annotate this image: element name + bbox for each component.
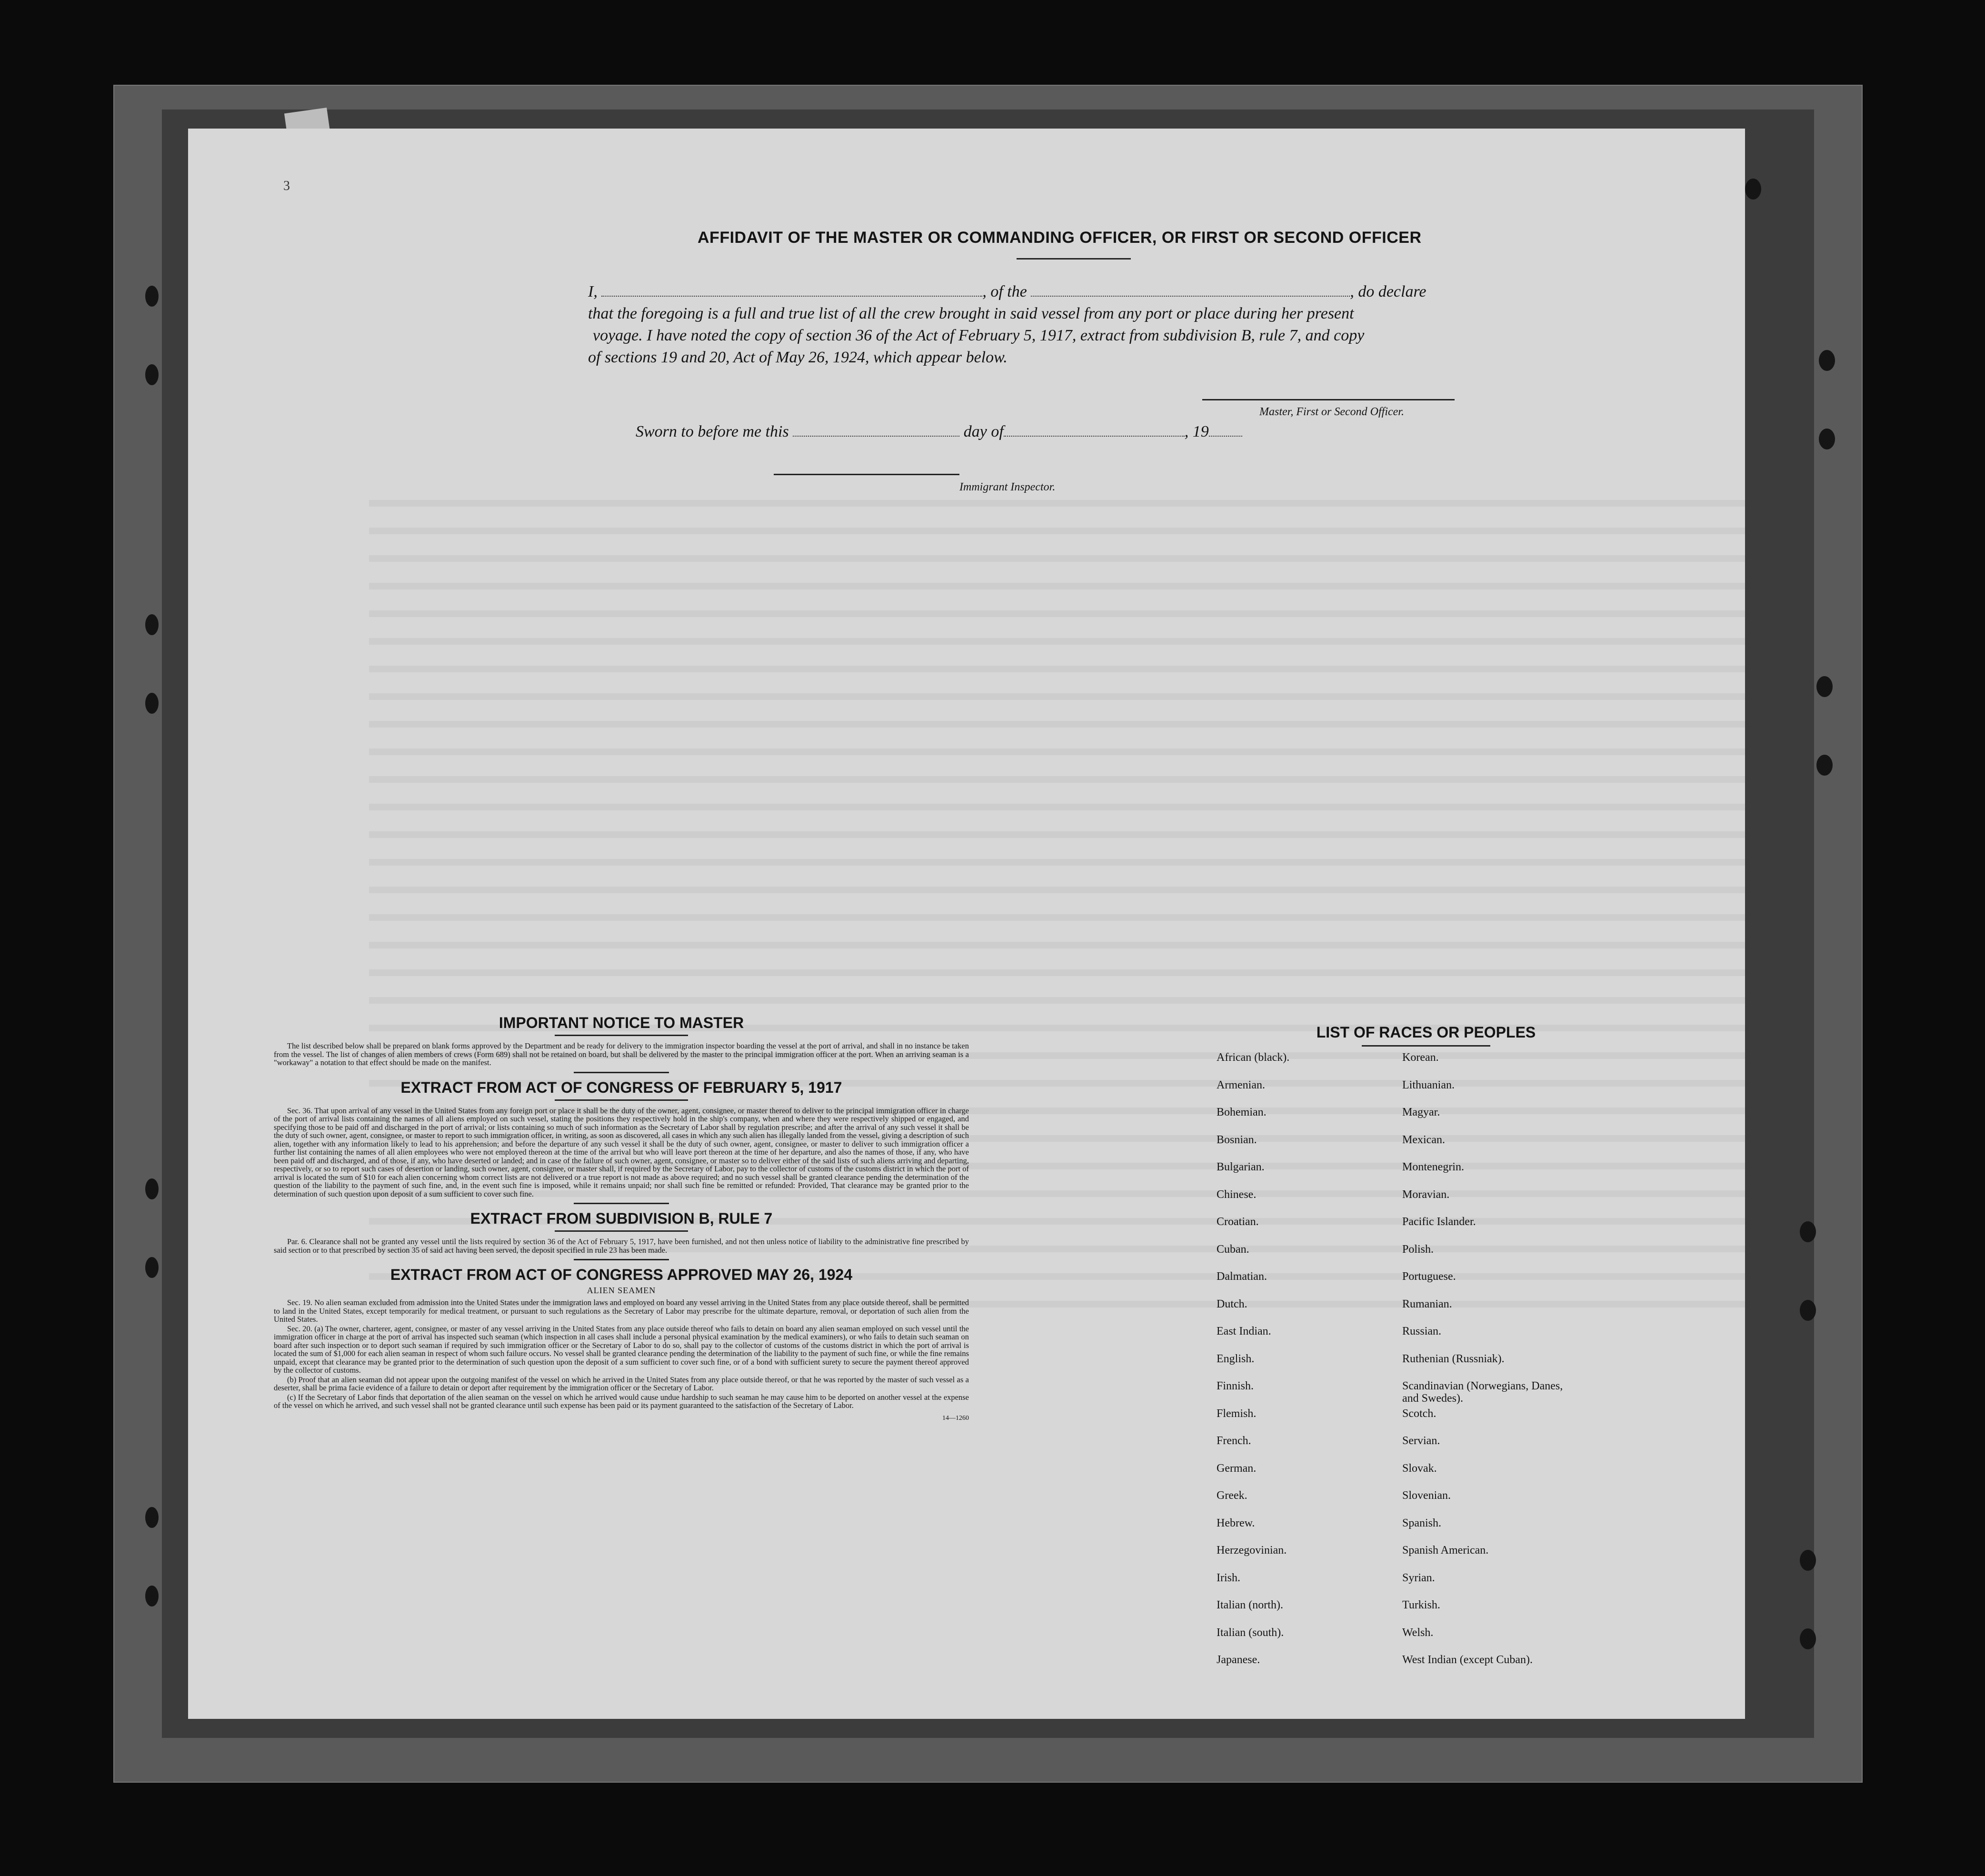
sworn-year-field[interactable] [1209,421,1242,437]
sec19-text: Sec. 19. No alien seaman excluded from admission into the United States under the immigration laws and employed on board any vessel arriving in the United States from any place outside thereof, shall be permitted to land in the United States, except temporarily for medical treatment, or pursuant to such regulations as the Secretary of Labor may prescribe for the ultimate departure, removal, or deportation of such alien from the United States. [274,1298,969,1324]
race-item: Syrian. [1402,1571,1435,1584]
sec20b-text: (b) Proof that an alien seaman did not appear upon the outgoing manifest of the vessel on which he arrived in the United States from any place outside thereof, or that he was reported by the master of such vessel as a deserter, shall be prima facie evidence of a failure to detain or deport after requirement by the immigration officer or the Secretary of Labor. [274,1375,969,1392]
legal-notices-column [274,1014,969,1422]
punch-hole [1745,179,1761,200]
race-item: Croatian. [1217,1216,1259,1228]
race-item: Flemish. [1217,1407,1257,1420]
affidavit-of-the: , of the [982,283,1027,300]
bleed-through-row [369,748,1745,755]
affidavit-do-declare: , do declare [1350,283,1426,300]
race-item: Turkish. [1402,1599,1440,1611]
bleed-through-row [369,638,1745,645]
extract-1917-title: EXTRACT FROM ACT OF CONGRESS OF FEBRUARY 5, 1917 [400,1078,842,1096]
sworn-month-field[interactable] [1004,421,1185,437]
race-item: German. [1217,1462,1257,1475]
punch-hole [1816,755,1833,776]
bleed-through-row [369,887,1745,893]
punch-hole [1819,429,1835,449]
affidavit-title-rule [1017,258,1131,259]
binder-hole [145,286,159,307]
sworn-year: , 19 [1184,423,1209,440]
race-item: Herzegovinian. [1217,1544,1287,1557]
race-item: Montenegrin. [1402,1161,1464,1173]
bleed-through-row [369,500,1745,507]
bleed-through-row [369,776,1745,783]
extract-rule7-rule [555,1230,688,1232]
race-item: Korean. [1402,1051,1439,1064]
race-item: Dalmatian. [1217,1270,1267,1283]
race-item: Mexican. [1402,1133,1445,1146]
race-item: Irish. [1217,1571,1240,1584]
bleed-through-row [369,804,1745,810]
race-item: English. [1217,1352,1255,1365]
bleed-through-row [369,831,1745,838]
sworn-day-field[interactable] [793,421,959,437]
race-item: Lithuanian. [1402,1078,1455,1091]
bleed-through-row [369,555,1745,562]
race-item: Bosnian. [1217,1133,1257,1146]
race-item: Hebrew. [1217,1517,1255,1529]
vessel-name-field[interactable] [1031,281,1350,297]
race-item: Welsh. [1402,1626,1434,1639]
race-item: Scotch. [1402,1407,1436,1420]
affidavit-line-1 [588,281,1697,303]
sworn-statement [636,421,1242,441]
race-item: East Indian. [1217,1325,1271,1337]
binder-hole [145,693,159,714]
extract-rule7-body: Par. 6. Clearance shall not be granted any vessel until the lists required by section 36 of the Act of February 5, 1917, have been furnished, and not then unless notice of liability to the administrative fine prescribed by said section or to that prescribed by section 35 of said act having been served, the deposit specified in rule 23 has been made. [274,1237,969,1255]
race-item: Spanish. [1402,1517,1442,1529]
races-list [1217,1051,1636,1685]
race-item: Magyar. [1402,1106,1440,1118]
affidavit-text [588,281,1697,369]
master-signature-line[interactable] [1202,399,1455,400]
extract-1917-body: Sec. 36. That upon arrival of any vessel in the United States from any foreign port or place it shall be the duty of the owner, agent, consignee, or master thereof to deliver to the principal immigration officer in charge of the port of arrival lists containing the names of all aliens employed on such vessel, stating the positions they respectively hold in the ship's company, when and where they were respectively shipped or engaged, and specifying those to be paid off and discharged in the port of arrival; or lists containing so much of such information as the Secretary of Labor shall by regulation prescribe; and after the arrival of any such vessel it shall be the duty of such owner, agent, consignee, or master to report to such immigration officer, in writing, as soon as discovered, all cases in which any such alien has illegally landed from the vessel, giving a description of such alien, together with any information likely to lead to his apprehension; and before the departure of any such vessel it shall be the duty of such owner, agent, consignee, or master to deliver to such immigration officer a further list containing the names of all alien employees who were not employed thereon at the time of the arrival but who will leave port thereon at the time of her departure, and also the names of those, if any, who have been paid off and discharged, and of those, if any, who have deserted or landed; and in case of the failure of such owner, agent, consignee, or master so to deliver either of the said lists of such aliens arriving and departing, respectively, or so to report such cases of desertion or landing, such owner, agent, consignee, or master shall, if required by the Secretary of Labor, pay to the collector of customs of the customs district in which the port of arrival is located the sum of $10 for each alien concerning whom correct lists are not delivered or a true report is not made as above required; and no such vessel shall be granted clearance pending the determination of the question of the liability to the payment of such fine, and, in the event such fine is imposed, while it remains unpaid; nor shall such fine be remitted or refunded: Provided, That clearance may be granted prior to the determination of such question upon deposit of a sum sufficient to cover such fine. [274,1106,969,1198]
race-item: Portuguese. [1402,1270,1456,1283]
punch-hole [1800,1221,1816,1242]
race-item: Greek. [1217,1489,1247,1502]
race-item: Pacific Islander. [1402,1216,1476,1228]
master-name-field[interactable] [601,281,982,297]
race-item: Japanese. [1217,1654,1260,1666]
race-item: Armenian. [1217,1078,1265,1091]
binder-hole [145,1586,159,1607]
races-list-column [1217,1024,1636,1685]
race-item: West Indian (except Cuban). [1402,1654,1533,1666]
bleed-through-row [369,942,1745,948]
affidavit-line-2: that the foregoing is a full and true list of all the crew brought in said vessel from any port or place during her present [588,305,1354,322]
race-item: Cuban. [1217,1243,1249,1256]
bleed-through-row [369,610,1745,617]
bleed-through-row [369,583,1745,589]
form-number: 14—1260 [942,1414,969,1422]
bleed-through-row [369,528,1745,534]
race-item: Slovak. [1402,1462,1437,1475]
affidavit-line-3: voyage. I have noted the copy of section 36 of the Act of February 5, 1917, extract from subdivision B, rule 7, and copy [593,327,1365,344]
extract-1924-title: EXTRACT FROM ACT OF CONGRESS APPROVED MAY 26, 1924 [390,1266,853,1283]
bleed-through-row [369,666,1745,672]
sworn-day-of: day of [963,423,1004,440]
page-number: 3 [283,179,290,193]
section-divider [574,1259,669,1260]
race-item: Chinese. [1217,1188,1257,1201]
binder-hole [145,1257,159,1278]
inspector-signature-line[interactable] [774,474,959,475]
punch-hole [1816,676,1833,697]
race-item: Servian. [1402,1435,1440,1447]
binder-hole [145,614,159,635]
race-item: Moravian. [1402,1188,1450,1201]
section-divider [574,1072,669,1073]
race-item: Scandinavian (Norwegians, Danes, and Swedes). [1402,1380,1563,1405]
punch-hole [1800,1550,1816,1571]
bleed-through-row [369,969,1745,976]
extract-1924-subtitle: ALIEN SEAMEN [587,1286,656,1295]
race-item: Ruthenian (Russniak). [1402,1352,1505,1365]
race-item: Italian (south). [1217,1626,1284,1639]
extract-rule7-title: EXTRACT FROM SUBDIVISION B, RULE 7 [470,1210,773,1227]
bleed-through-row [369,914,1745,921]
binder-hole [145,1178,159,1199]
section-divider [574,1203,669,1204]
notice-rule [555,1035,688,1036]
race-item: Russian. [1402,1325,1442,1337]
master-signature-label: Master, First or Second Officer. [1259,406,1404,418]
races-title: LIST OF RACES OR PEOPLES [1316,1024,1536,1041]
binder-hole [145,364,159,385]
race-item: African (black). [1217,1051,1290,1064]
race-item: Italian (north). [1217,1599,1283,1611]
affidavit-line-4: of sections 19 and 20, Act of May 26, 1924, which appear below. [588,349,1007,366]
affidavit-title: AFFIDAVIT OF THE MASTER OR COMMANDING OFFICER, OR FIRST OR SECOND OFFICER [698,229,1422,247]
race-item: Dutch. [1217,1297,1247,1310]
race-item: Slovenian. [1402,1489,1451,1502]
race-item: French. [1217,1435,1251,1447]
bleed-through-row [369,997,1745,1004]
race-item: Bohemian. [1217,1106,1267,1118]
races-title-rule [1362,1045,1490,1047]
sec20a-text: Sec. 20. (a) The owner, charterer, agent, consignee, or master of any vessel arriving in the United States from any place outside thereof who fails to detain on board any alien seaman employed on such vessel until the immigration officer in charge at the port of arrival has inspected such seaman (which inspection in all cases shall include a personal physical examination by the medical examiners), or who fails to detain such seaman on board after such inspection or to deport such seaman if required by such immigration officer or the Secretary of Labor to do so, shall pay to the collector of customs of the customs district in which the port of arrival is located the sum of $1,000 for each alien seaman in respect of whom such failure occurs. No vessel shall be granted clearance pending the determination of the liability to the payment of such fine, or while the fine remains unpaid, except that clearance may be granted prior to the determination of such question upon the deposit of a sum sufficient to cover such fine, or of a bond with sufficient surety to secure the payment thereof approved by the collector of customs. [274,1324,969,1375]
bleed-through-row [369,859,1745,866]
race-item: Polish. [1402,1243,1434,1256]
binder-hole [145,1507,159,1528]
notice-title: IMPORTANT NOTICE TO MASTER [499,1014,744,1031]
notice-body: The list described below shall be prepared on blank forms approved by the Department and be ready for delivery to the immigration inspector boarding the vessel at the port of arrival, and shall in no instance be taken from the vessel. The list of changes of alien members of crews (Form 689) shall not be retained on board, but shall be delivered by the master to the principal immigration officer at the port. When an arriving seaman is a "workaway" a notation to that effect should be made on the manifest. [274,1041,969,1067]
punch-hole [1800,1300,1816,1321]
sec20c-text: (c) If the Secretary of Labor finds that deportation of the alien seaman on the vessel on which he arrived would cause undue hardship to such seaman he may cause him to be deported on another vessel at the expense of the vessel on which he arrived, and such vessel shall not be granted clearance until such expense has been paid or its payment guaranteed to the satisfaction of the Secretary of Labor. [274,1392,969,1410]
affidavit-i: I, [588,283,598,300]
race-item: Rumanian. [1402,1297,1452,1310]
extract-1917-rule [555,1099,688,1101]
bleed-through-row [369,721,1745,728]
race-item: Finnish. [1217,1380,1254,1392]
race-item: Spanish American. [1402,1544,1489,1557]
bleed-through-row [369,693,1745,700]
punch-hole [1800,1628,1816,1649]
punch-hole [1819,350,1835,371]
race-item: Bulgarian. [1217,1161,1265,1173]
document-page [188,129,1745,1719]
sworn-prefix: Sworn to before me this [636,423,789,440]
inspector-label: Immigrant Inspector. [959,481,1056,493]
